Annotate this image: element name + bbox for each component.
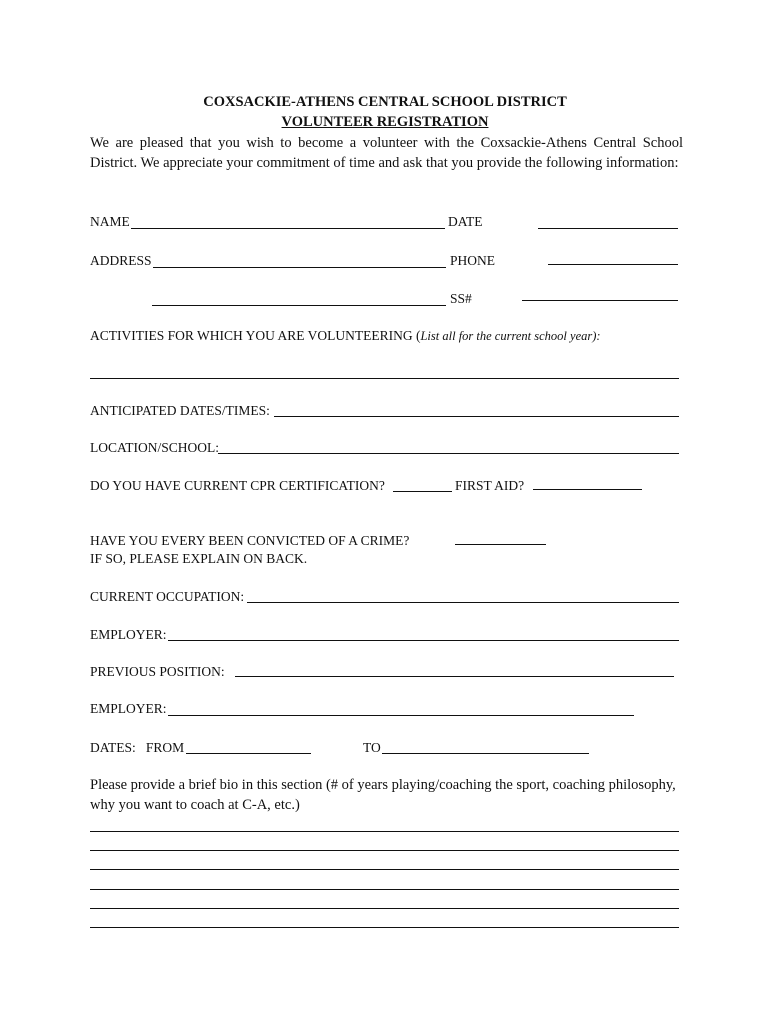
employer-label: EMPLOYER: <box>90 627 167 642</box>
bio-line-5[interactable] <box>90 908 679 909</box>
bio-line-4[interactable] <box>90 889 679 890</box>
name-field[interactable] <box>131 228 445 229</box>
convicted-field[interactable] <box>455 544 546 545</box>
address-label: ADDRESS <box>90 253 152 268</box>
address-field[interactable] <box>153 267 446 268</box>
employer-field[interactable] <box>168 640 679 641</box>
address-line-2-field[interactable] <box>152 305 446 306</box>
anticipated-label: ANTICIPATED DATES/TIMES: <box>90 403 270 418</box>
dates-to-field[interactable] <box>382 753 589 754</box>
activities-label-text: ACTIVITIES FOR WHICH YOU ARE VOLUNTEERING ( <box>90 328 421 343</box>
bio-line-1[interactable] <box>90 831 679 832</box>
first-aid-field[interactable] <box>533 489 642 490</box>
bio-line-6[interactable] <box>90 927 679 928</box>
date-field[interactable] <box>538 228 678 229</box>
district-title: COXSACKIE-ATHENS CENTRAL SCHOOL DISTRICT <box>203 94 567 110</box>
cpr-field[interactable] <box>393 491 452 492</box>
dates-from-field[interactable] <box>186 753 311 754</box>
bio-prompt: Please provide a brief bio in this section (# of years playing/coaching the sport, coaching philosophy, why you want to coach at C-A, etc.) <box>90 777 676 813</box>
phone-label: PHONE <box>450 253 496 268</box>
occupation-field[interactable] <box>247 602 679 603</box>
cpr-label: DO YOU HAVE CURRENT CPR CERTIFICATION? <box>90 478 385 493</box>
ss-label: SS# <box>450 291 472 306</box>
convicted-label: HAVE YOU EVERY BEEN CONVICTED OF A CRIME? <box>90 533 410 548</box>
previous-position-label: PREVIOUS POSITION: <box>90 664 225 679</box>
activities-note: List all for the current school year): <box>420 329 601 343</box>
form-title <box>90 113 680 132</box>
ss-field[interactable] <box>522 300 678 301</box>
form-title-text: VOLUNTEER REGISTRATION <box>281 114 489 130</box>
previous-employer-label: EMPLOYER: <box>90 701 167 716</box>
phone-field[interactable] <box>548 264 678 265</box>
name-label: NAME <box>90 214 130 229</box>
previous-position-field[interactable] <box>235 676 674 677</box>
activities-field[interactable] <box>90 378 679 379</box>
anticipated-field[interactable] <box>274 416 679 417</box>
first-aid-label: FIRST AID? <box>455 478 525 493</box>
previous-employer-field[interactable] <box>168 715 634 716</box>
activities-label <box>90 328 601 344</box>
bio-line-2[interactable] <box>90 850 679 851</box>
explain-note: IF SO, PLEASE EXPLAIN ON BACK. <box>90 551 308 566</box>
location-field[interactable] <box>218 453 679 454</box>
dates-to-label: TO <box>363 740 381 755</box>
date-label: DATE <box>448 214 483 229</box>
dates-from-label: DATES: FROM <box>90 740 185 755</box>
location-label: LOCATION/SCHOOL: <box>90 440 220 455</box>
occupation-label: CURRENT OCCUPATION: <box>90 589 245 604</box>
bio-line-3[interactable] <box>90 869 679 870</box>
intro-paragraph: We are pleased that you wish to become a volunteer with the Coxsackie-Athens Central School District. We appreciate your commitment of time and ask that you provide the following information: <box>90 135 683 171</box>
